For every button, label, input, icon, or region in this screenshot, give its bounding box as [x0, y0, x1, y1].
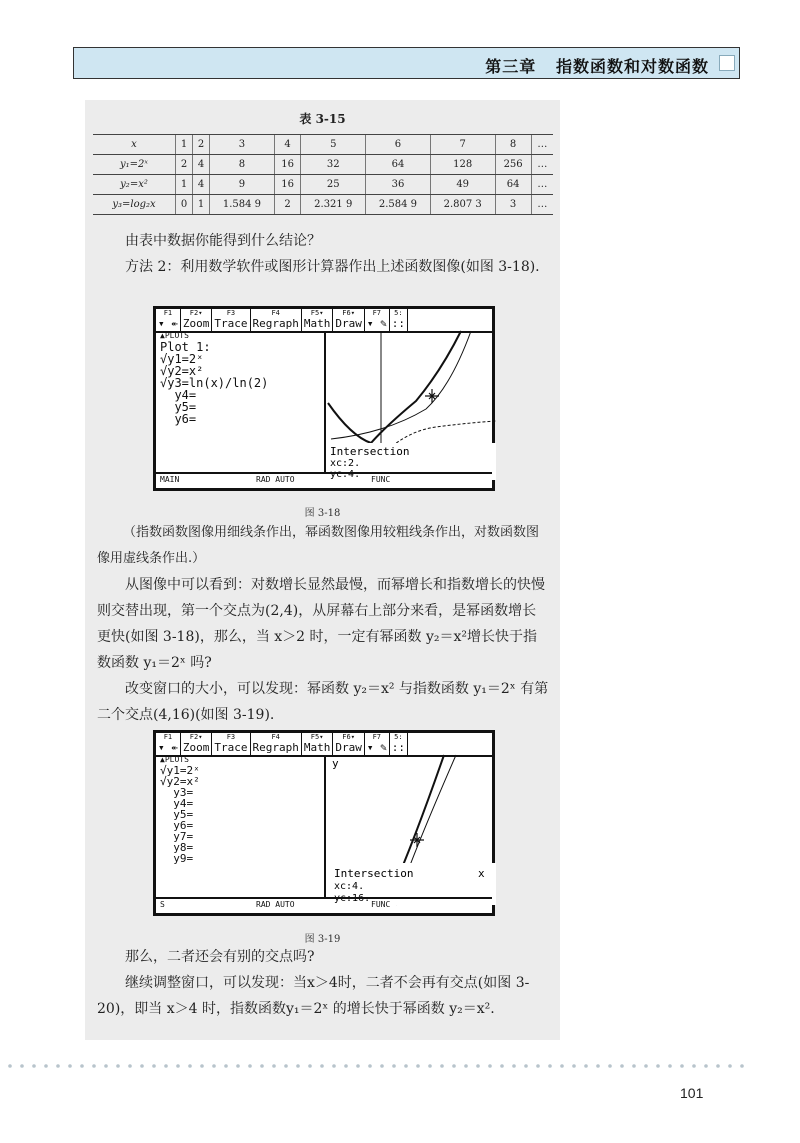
divider-dot: [188, 1064, 192, 1068]
divider-dot: [272, 1064, 276, 1068]
divider-dot: [176, 1064, 180, 1068]
function-key-label: F2▾: [189, 733, 203, 741]
table-row: [93, 175, 553, 195]
plots-label: ▲PLOTS: [160, 755, 189, 764]
menu-label: ::: [391, 741, 405, 754]
divider-dot: [596, 1064, 600, 1068]
menu-label: ::: [391, 317, 405, 330]
divider-dot: [44, 1064, 48, 1068]
divider-dot: [476, 1064, 480, 1068]
divider-dot: [224, 1064, 228, 1068]
function-key-label: 5:: [394, 733, 403, 741]
function-key-label: F3: [226, 309, 236, 317]
function-key-label: F5▾: [310, 309, 324, 317]
y-editor-line: √y2=x²: [160, 775, 200, 788]
figure-caption-3-18: 图 3-18: [304, 508, 341, 519]
menu-label: Math: [303, 317, 331, 330]
table-cell: 1: [176, 175, 193, 195]
function-key-label: F1: [163, 309, 173, 317]
table-cell: 4: [274, 135, 301, 155]
table-cell: 1: [193, 195, 210, 215]
divider-dot: [56, 1064, 60, 1068]
status-mode: S: [160, 900, 165, 909]
row-label: y₂=x²: [93, 175, 176, 195]
divider-dot: [212, 1064, 216, 1068]
divider-dot: [500, 1064, 504, 1068]
table-cell: 64: [366, 155, 431, 175]
table-cell: 6: [366, 135, 431, 155]
divider-dot: [308, 1064, 312, 1068]
divider-dot: [668, 1064, 672, 1068]
divider-dot: [404, 1064, 408, 1068]
table-cell: 3: [210, 135, 275, 155]
menu-label: ▾ ✎: [366, 741, 387, 754]
table-cell: 36: [366, 175, 431, 195]
y-editor-line: y3=: [160, 786, 194, 799]
function-key-label: F7: [372, 733, 382, 741]
function-key-label: F5▾: [310, 733, 324, 741]
divider-dot: [80, 1064, 84, 1068]
calculator-menu-bar: [156, 309, 492, 333]
divider-dot: [740, 1064, 744, 1068]
divider-dot: [416, 1064, 420, 1068]
table-cell: 3: [495, 195, 531, 215]
text-block-4: [97, 944, 549, 1022]
table-cell: 2: [176, 155, 193, 175]
table-row: [93, 155, 553, 175]
divider-dot: [356, 1064, 360, 1068]
y-editor-line: y4=: [160, 388, 197, 402]
y-editor-line: Plot 1:: [160, 340, 211, 354]
divider-dot: [452, 1064, 456, 1068]
table-cell: 5: [301, 135, 366, 155]
text-block-3: [97, 572, 549, 728]
calculator-status-bar: [156, 897, 492, 913]
paragraph-observation: 从图像中可以看到：对数增长显然最慢，而幂增长和指数增长的快慢则交替出现，第一个交点为(2,4)，从屏幕右上部分来看，是幂函数增长更快(如图 3-18)，那么，当 x＞2 时，一定有幂函数 y₂＝x²增长快于指数函数 y₁＝2ˣ 吗?: [97, 577, 545, 671]
divider-dot: [152, 1064, 156, 1068]
divider-dot: [524, 1064, 528, 1068]
paragraph-conclusion-question: 由表中数据你能得到什么结论？: [125, 233, 321, 249]
menu-label: Trace: [214, 317, 248, 330]
chapter-number: 第三章: [485, 57, 537, 76]
table-cell: …: [531, 195, 553, 215]
divider-dot: [284, 1064, 288, 1068]
menu-item[interactable]: [302, 309, 334, 331]
function-key-label: F4: [271, 733, 280, 741]
table-cell: 64: [495, 175, 531, 195]
divider-dot: [116, 1064, 120, 1068]
menu-label: Zoom: [182, 741, 210, 754]
y-axis-label: y: [332, 757, 339, 770]
menu-item[interactable]: [390, 309, 408, 331]
xc-value: xc:4.: [334, 881, 365, 892]
divider-dot: [632, 1064, 636, 1068]
divider-dot: [392, 1064, 396, 1068]
graph-pane: [326, 755, 492, 904]
status-graph-type: FUNC: [371, 475, 391, 484]
figure-caption-3-19: 图 3-19: [304, 934, 341, 945]
divider-dot: [620, 1064, 624, 1068]
y-editor-line: √y3=ln(x)/ln(2): [160, 376, 269, 390]
page-number: 101: [680, 1085, 704, 1101]
graph-canvas: [326, 331, 496, 480]
divider-dot: [320, 1064, 324, 1068]
function-key-label: F7: [372, 309, 382, 317]
y-editor-line: y8=: [160, 841, 194, 854]
divider-dot: [464, 1064, 468, 1068]
function-key-label: F4: [271, 309, 280, 317]
menu-label: Draw: [335, 741, 362, 754]
menu-item[interactable]: [333, 309, 365, 331]
menu-label: ▾ ↞: [158, 317, 178, 330]
paragraph-method-2: 方法 2：利用数学软件或图形计算器作出上述函数图像(如图 3-18).: [125, 259, 540, 275]
divider-dot: [428, 1064, 432, 1068]
table-cell: 2.807 3: [430, 195, 495, 215]
intersection-label: Intersection: [334, 867, 414, 880]
divider-dot: [68, 1064, 72, 1068]
function-key-label: F1: [163, 733, 173, 741]
y-editor-line: √y2=x²: [160, 364, 204, 378]
table-cell: 7: [430, 135, 495, 155]
menu-label: Zoom: [182, 317, 210, 330]
dotted-divider: [0, 1063, 800, 1069]
paragraph-second-intersection: 改变窗口的大小，可以发现：幂函数 y₂＝x² 与指数函数 y₁＝2ˣ 有第二个交点(4,16)(如图 3-19).: [97, 681, 549, 723]
divider-dot: [164, 1064, 168, 1068]
y-editor-pane: [156, 331, 326, 474]
menu-item[interactable]: [333, 733, 365, 755]
status-graph-type: FUNC: [371, 900, 391, 909]
table-cell: 1.584 9: [210, 195, 275, 215]
paragraph-more-intersections: 那么，二者还会有别的交点吗?: [125, 949, 315, 965]
table-cell: 9: [210, 175, 275, 195]
divider-dot: [716, 1064, 720, 1068]
function-key-label: F2▾: [189, 309, 203, 317]
row-label: y₃=log₂x: [93, 195, 176, 215]
table-cell: …: [531, 155, 553, 175]
table-cell: 2: [274, 195, 301, 215]
menu-label: Regraph: [252, 741, 299, 754]
menu-item[interactable]: [156, 733, 181, 755]
divider-dot: [104, 1064, 108, 1068]
y-editor-pane: [156, 755, 326, 899]
table-cell: 32: [301, 155, 366, 175]
table-cell: …: [531, 175, 553, 195]
divider-dot: [296, 1064, 300, 1068]
y-editor-line: y9=: [160, 852, 194, 865]
divider-dot: [656, 1064, 660, 1068]
divider-dot: [512, 1064, 516, 1068]
function-key-label: F6▾: [342, 733, 355, 741]
table-cell: 256: [495, 155, 531, 175]
menu-label: ▾ ✎: [366, 317, 387, 330]
table-cell: 2: [193, 135, 210, 155]
divider-dot: [440, 1064, 444, 1068]
menu-label: ▾ ↞: [158, 741, 178, 754]
divider-dot: [692, 1064, 696, 1068]
divider-dot: [644, 1064, 648, 1068]
header-decoration: [719, 55, 735, 71]
power-curve: [328, 331, 461, 443]
chapter-header: [73, 47, 740, 79]
divider-dot: [572, 1064, 576, 1068]
menu-item[interactable]: [251, 733, 302, 755]
close-marker: x: [478, 867, 485, 880]
row-label: y₁=2ˣ: [93, 155, 176, 175]
calculator-screen-3-18: [153, 306, 495, 491]
y-editor-line: √y1=2ˣ: [160, 764, 200, 777]
divider-dot: [584, 1064, 588, 1068]
table-cell: …: [531, 135, 553, 155]
table-cell: 8: [495, 135, 531, 155]
y-editor-line: y4=: [160, 797, 194, 810]
menu-item[interactable]: [212, 309, 250, 331]
divider-dot: [236, 1064, 240, 1068]
table-cell: 2.584 9: [366, 195, 431, 215]
divider-dot: [728, 1064, 732, 1068]
divider-dot: [92, 1064, 96, 1068]
table-caption: 表 3-15: [299, 112, 346, 126]
divider-dot: [704, 1064, 708, 1068]
divider-dot: [608, 1064, 612, 1068]
menu-label: Draw: [335, 317, 362, 330]
divider-dot: [344, 1064, 348, 1068]
menu-label: Trace: [214, 741, 248, 754]
yc-value: yc:16.: [334, 893, 371, 904]
status-mode: MAIN: [160, 475, 180, 484]
intersection-label: Intersection: [330, 445, 410, 458]
table-cell: 49: [430, 175, 495, 195]
table-row: [93, 195, 553, 215]
function-key-label: 5:: [394, 309, 403, 317]
calculator-screen-3-19: [153, 730, 495, 916]
table-cell: 8: [210, 155, 275, 175]
y-editor-line: y5=: [160, 808, 194, 821]
table-cell: 128: [430, 155, 495, 175]
table-cell: 1: [176, 135, 193, 155]
status-angle: RAD AUTO: [256, 900, 295, 909]
divider-dot: [260, 1064, 264, 1068]
table-cell: 4: [193, 155, 210, 175]
table-cell: 16: [274, 175, 301, 195]
divider-dot: [680, 1064, 684, 1068]
menu-item[interactable]: [365, 309, 390, 331]
paragraph-line-styles: （指数函数图像用细线条作出，幂函数图像用较粗线条作出，对数函数图像用虚线条作出.）: [97, 525, 540, 566]
intersection-cursor: [425, 389, 439, 403]
chapter-title: [485, 54, 709, 77]
content-panel: [85, 100, 560, 1040]
xc-value: xc:2.: [330, 458, 361, 469]
paragraph-final-conclusion: 继续调整窗口，可以发现：当x＞4时，二者不会再有交点(如图 3-20)，即当 x＞4 时，指数函数y₁＝2ˣ 的增长快于幂函数 y₂＝x².: [97, 975, 530, 1017]
menu-item[interactable]: [156, 309, 181, 331]
divider-dot: [248, 1064, 252, 1068]
yc-value: yc:4.: [330, 469, 361, 480]
table-cell: 16: [274, 155, 301, 175]
divider-dot: [32, 1064, 36, 1068]
row-label: x: [93, 135, 176, 155]
table-cell: 4: [193, 175, 210, 195]
y-editor-line: √y1=2ˣ: [160, 352, 204, 366]
table-row: [93, 135, 553, 155]
exponential-curve: [331, 331, 471, 439]
divider-dot: [200, 1064, 204, 1068]
divider-dot: [560, 1064, 564, 1068]
divider-dot: [8, 1064, 12, 1068]
divider-dot: [536, 1064, 540, 1068]
divider-dot: [128, 1064, 132, 1068]
table-cell: 2.321 9: [301, 195, 366, 215]
menu-item[interactable]: [390, 733, 408, 755]
menu-item[interactable]: [302, 733, 334, 755]
status-angle: RAD AUTO: [256, 475, 295, 484]
data-table: [93, 134, 553, 215]
divider-dot: [368, 1064, 372, 1068]
menu-item[interactable]: [181, 733, 213, 755]
menu-label: Regraph: [252, 317, 299, 330]
table-cell: 25: [301, 175, 366, 195]
divider-dot: [380, 1064, 384, 1068]
graph-canvas: [326, 755, 496, 905]
plots-label: ▲PLOTS: [160, 331, 189, 340]
menu-item[interactable]: [212, 733, 250, 755]
divider-dot: [548, 1064, 552, 1068]
function-key-label: F3: [226, 733, 236, 741]
text-block-1: [97, 228, 549, 280]
menu-label: Math: [303, 741, 331, 754]
table-cell: 0: [176, 195, 193, 215]
menu-item[interactable]: [251, 309, 302, 331]
chapter-name: 指数函数和对数函数: [555, 57, 709, 76]
calculator-status-bar: [156, 472, 492, 488]
menu-item[interactable]: [181, 309, 213, 331]
function-key-label: F6▾: [342, 309, 355, 317]
divider-dot: [488, 1064, 492, 1068]
text-block-2: [97, 520, 549, 572]
menu-item[interactable]: [365, 733, 390, 755]
divider-dot: [20, 1064, 24, 1068]
y-editor-line: y6=: [160, 819, 194, 832]
y-editor-line: y5=: [160, 400, 197, 414]
divider-dot: [332, 1064, 336, 1068]
calculator-menu-bar: [156, 733, 492, 757]
divider-dot: [140, 1064, 144, 1068]
y-editor-line: y7=: [160, 830, 194, 843]
y-editor-line: y6=: [160, 412, 197, 426]
